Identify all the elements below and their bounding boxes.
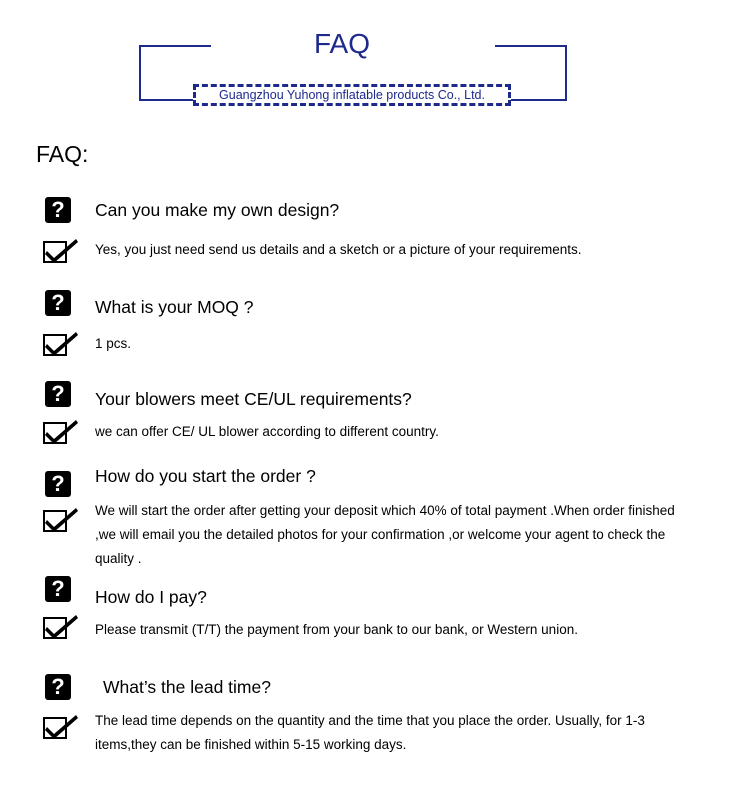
faq-answer: Please transmit (T/T) the payment from your bank to our bank, or Western union.: [95, 622, 578, 637]
banner-border: [139, 45, 211, 47]
faq-answer: we can offer CE/ UL blower according to different country.: [95, 424, 439, 439]
faq-question: What is your MOQ ?: [95, 297, 254, 317]
faq-answer: The lead time depends on the quantity and the time that you place the order. Usually, for 1-3 items,they can be finished within 5-15 working days.: [95, 713, 645, 752]
faq-question: How do you start the order ?: [95, 466, 316, 486]
faq-answer: 1 pcs.: [95, 336, 132, 351]
checkmark-icon: [43, 612, 79, 640]
faq-banner: [0, 0, 750, 120]
checkmark-icon: [43, 236, 79, 264]
faq-question: Your blowers meet CE/UL requirements?: [95, 389, 412, 409]
faq-answer: Yes, you just need send us details and a sketch or a picture of your requirements.: [95, 242, 582, 257]
page-heading: FAQ:: [36, 141, 89, 167]
question-mark-icon: ?: [45, 576, 71, 602]
banner-title: FAQ: [313, 28, 370, 59]
banner-border: [495, 45, 567, 47]
checkmark-icon: [43, 712, 79, 740]
banner-border: [565, 45, 567, 101]
banner-border: [139, 45, 141, 101]
company-name: Guangzhou Yuhong inflatable products Co., Ltd.: [193, 84, 511, 106]
faq-answer: We will start the order after getting your deposit which 40% of total payment .When order finished ,we will email you the detailed photos for your confirmation ,or welcome your agent to check the quality .: [95, 503, 675, 566]
faq-question: How do I pay?: [95, 587, 207, 607]
question-mark-icon: ?: [45, 674, 71, 700]
checkmark-icon: [43, 417, 79, 445]
faq-question: What’s the lead time?: [103, 677, 271, 697]
faq-question: Can you make my own design?: [95, 200, 340, 220]
checkmark-icon: [43, 329, 79, 357]
question-mark-icon: ?: [45, 381, 71, 407]
banner-border: [510, 99, 567, 101]
checkmark-icon: [43, 505, 79, 533]
question-mark-icon: ?: [45, 471, 71, 497]
banner-border: [139, 99, 195, 101]
question-mark-icon: ?: [45, 197, 71, 223]
question-mark-icon: ?: [45, 290, 71, 316]
